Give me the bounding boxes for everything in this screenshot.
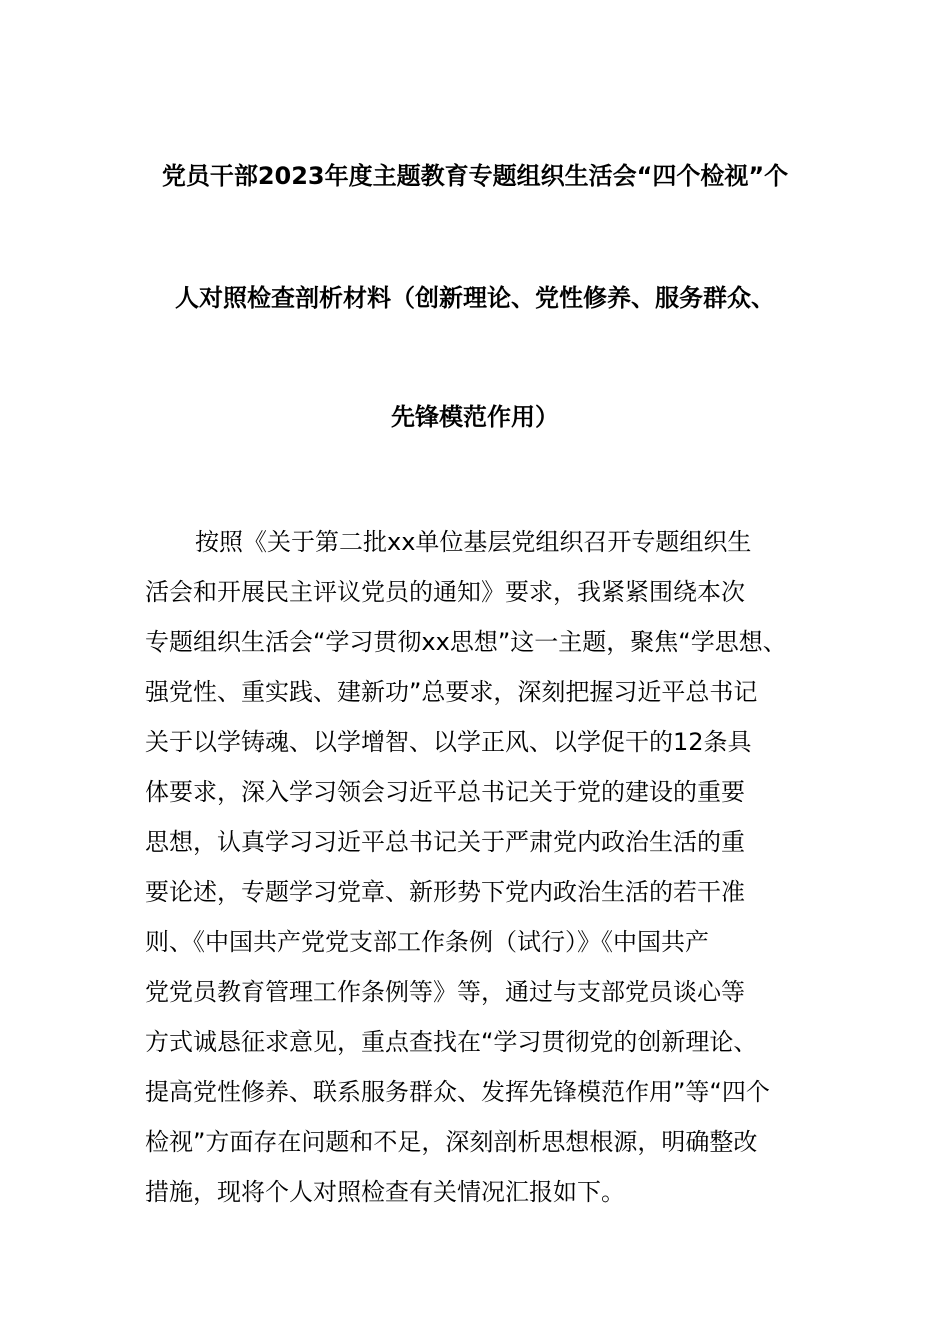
title-line-1: 党员干部2023年度主题教育专题组织生活会“四个检视”个 — [161, 162, 789, 190]
body-line: 措施，现将个人对照检查有关情况汇报如下。 — [145, 1178, 625, 1206]
body-line: 党党员教育管理工作条例等》等，通过与支部党员谈心等 — [145, 978, 745, 1006]
body-line: 方式诚恳征求意见，重点查找在“学习贯彻党的创新理论、 — [145, 1028, 758, 1056]
body-line: 活会和开展民主评议党员的通知》要求，我紧紧围绕本次 — [145, 578, 745, 606]
body-line: 提高党性修养、联系服务群众、发挥先锋模范作用”等“四个 — [145, 1078, 770, 1106]
title-line-2: 人对照检查剖析材料（创新理论、党性修养、服务群众、 — [175, 284, 775, 312]
body-line: 专题组织生活会“学习贯彻xx思想”这一主题，聚焦“学思想、 — [145, 628, 787, 656]
body-line: 按照《关于第二批xx单位基层党组织召开专题组织生 — [195, 528, 752, 556]
body-line: 强党性、重实践、建新功”总要求，深刻把握习近平总书记 — [145, 678, 758, 706]
body-line: 则、《中国共产党党支部工作条例（试行）》《中国共产 — [145, 928, 709, 956]
body-paragraph — [145, 522, 825, 1222]
body-line: 检视”方面存在问题和不足，深刻剖析思想根源，明确整改 — [145, 1128, 758, 1156]
body-line: 关于以学铸魂、以学增智、以学正风、以学促干的12条具 — [145, 728, 752, 756]
body-line: 体要求，深入学习领会习近平总书记关于党的建设的重要 — [145, 778, 745, 806]
title-line-3: 先锋模范作用） — [391, 403, 559, 431]
body-line: 思想，认真学习习近平总书记关于严肃党内政治生活的重 — [145, 828, 745, 856]
body-line: 要论述，专题学习党章、新形势下党内政治生活的若干准 — [145, 878, 745, 906]
